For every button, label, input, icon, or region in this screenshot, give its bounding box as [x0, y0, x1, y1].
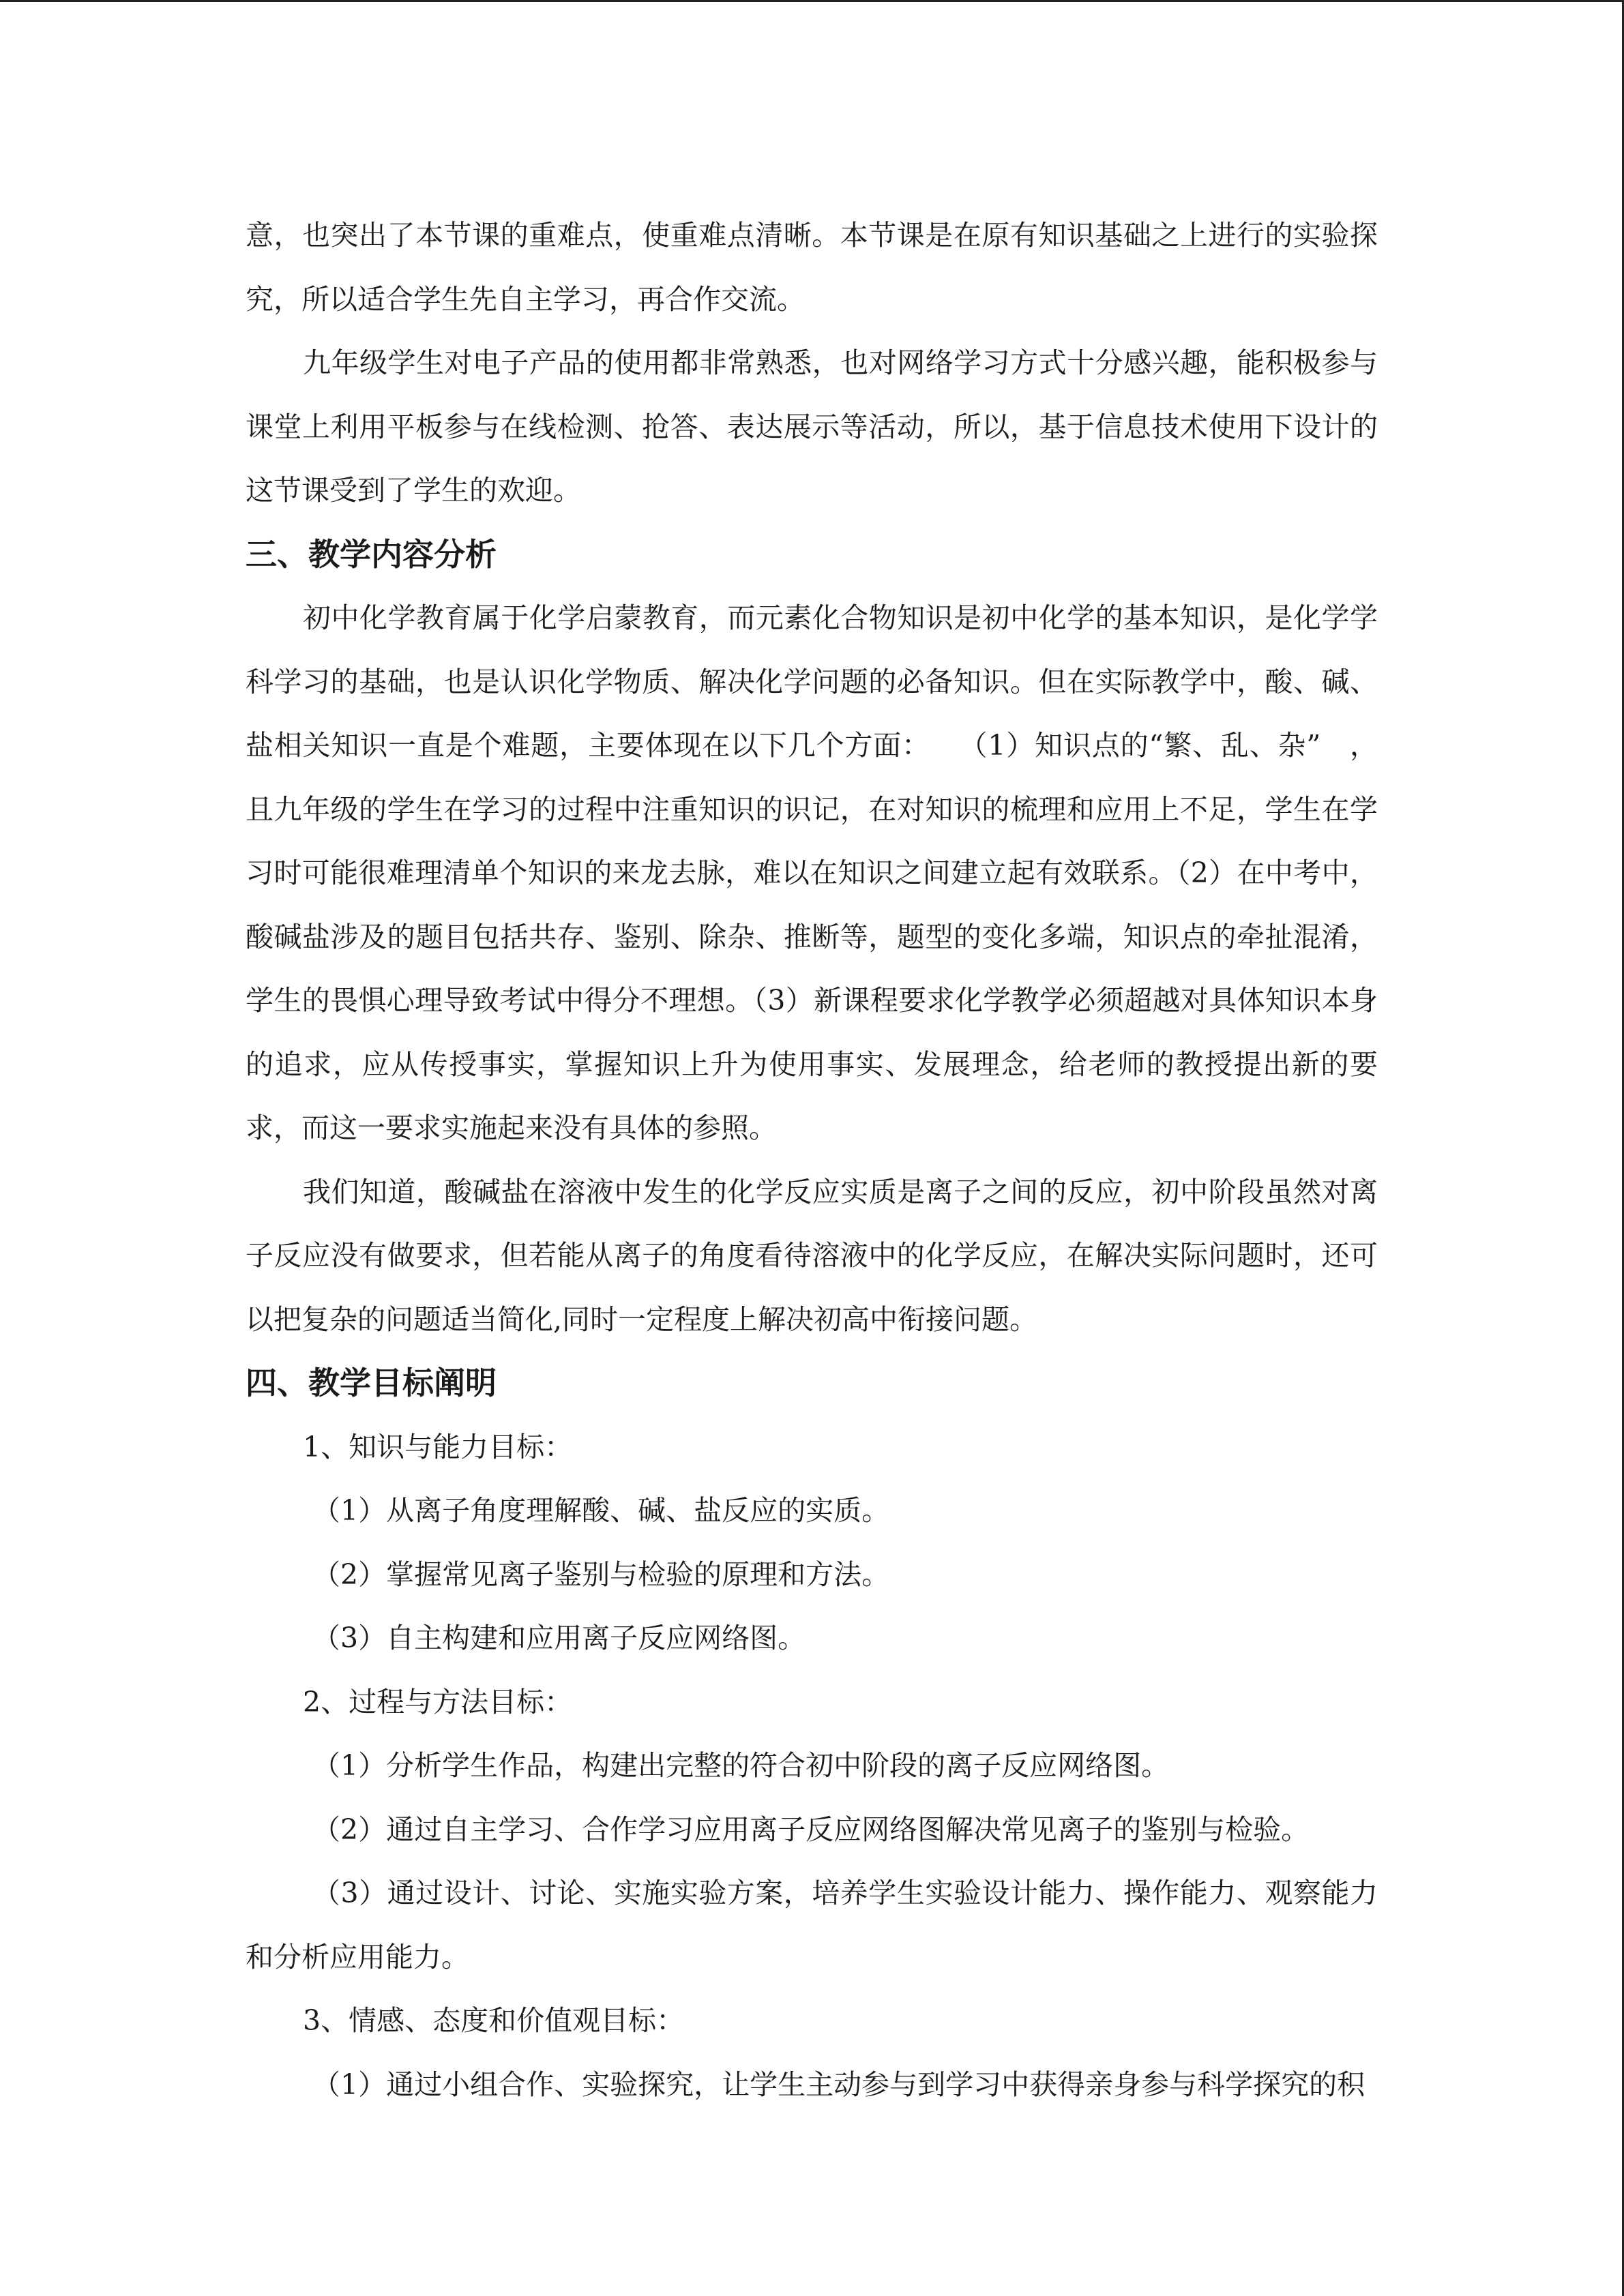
- section-3-heading: 三、教学内容分析: [246, 535, 497, 573]
- goal-3-item: （1）通过小组合作、实验探究，让学生主动参与到学习中获得亲身参与科学探究的积: [312, 2068, 1365, 2101]
- goal-1-title: 1、知识与能力目标：: [303, 1430, 573, 1463]
- goal-1-item: （1）从离子角度理解酸、碱、盐反应的实质。: [312, 1494, 890, 1527]
- goal-2-item: （1）分析学生作品，构建出完整的符合初中阶段的离子反应网络图。: [312, 1749, 1170, 1782]
- goal-2-item: （3）通过设计、讨论、实施实验方案，培养学生实验设计能力、操作能力、观察能力和分析应用能力。: [246, 1877, 1378, 1973]
- goal-2-item: （2）通过自主学习、合作学习应用离子反应网络图解决常见离子的鉴别与检验。: [312, 1813, 1310, 1846]
- section-4-heading: 四、教学目标阐明: [246, 1365, 497, 1401]
- document-body: [246, 204, 1378, 2117]
- intro-paragraph-2: 九年级学生对电子产品的使用都非常熟悉，也对网络学习方式十分感兴趣，能积极参与课堂上利用平板参与在线检测、抢答、表达展示等活动，所以，基于信息技术使用下设计的这节课受到了学生的欢迎。: [246, 346, 1378, 507]
- goal-1-item: （3）自主构建和应用离子反应网络图。: [312, 1622, 806, 1654]
- goal-2-title: 2、过程与方法目标：: [303, 1685, 573, 1718]
- goal-3-title: 3、情感、态度和价值观目标：: [303, 2004, 685, 2037]
- section-3-paragraph-2: 我们知道，酸碱盐在溶液中发生的化学反应实质是离子之间的反应，初中阶段虽然对离子反应没有做要求，但若能从离子的角度看待溶液中的化学反应，在解决实际问题时，还可以把复杂的问题适当简化,同时一定程度上解决初高中衔接问题。: [246, 1175, 1378, 1336]
- section-3-paragraph-1: 初中化学教育属于化学启蒙教育，而元素化合物知识是初中化学的基本知识，是化学学科学习的基础，也是认识化学物质、解决化学问题的必备知识。但在实际教学中，酸、碱、盐相关知识一直是个难题，主要体现在以下几个方面： （1）知识点的“繁、乱、杂” ，且九年级的学生在学习的过程中注重知识的识记，在对知识的梳理和应用上不足，学生在学习时可能很难理清单个知识的来龙去脉，难以在知识之间建立起有效联系。（2）在中考中，酸碱盐涉及的题目包括共存、鉴别、除杂、推断等，题型的变化多端，知识点的牵扯混淆，学生的畏惧心理导致考试中得分不理想。（3）新课程要求化学教学必须超越对具体知识本身的追求，应从传授事实，掌握知识上升为使用事实、发展理念，给老师的教授提出新的要求，而这一要求实施起来没有具体的参照。: [246, 601, 1378, 1144]
- intro-paragraph-continuation: 意，也突出了本节课的重难点，使重难点清晰。本节课是在原有知识基础之上进行的实验探究，所以适合学生先自主学习，再合作交流。: [246, 219, 1378, 316]
- goal-1-item: （2）掌握常见离子鉴别与检验的原理和方法。: [312, 1557, 890, 1591]
